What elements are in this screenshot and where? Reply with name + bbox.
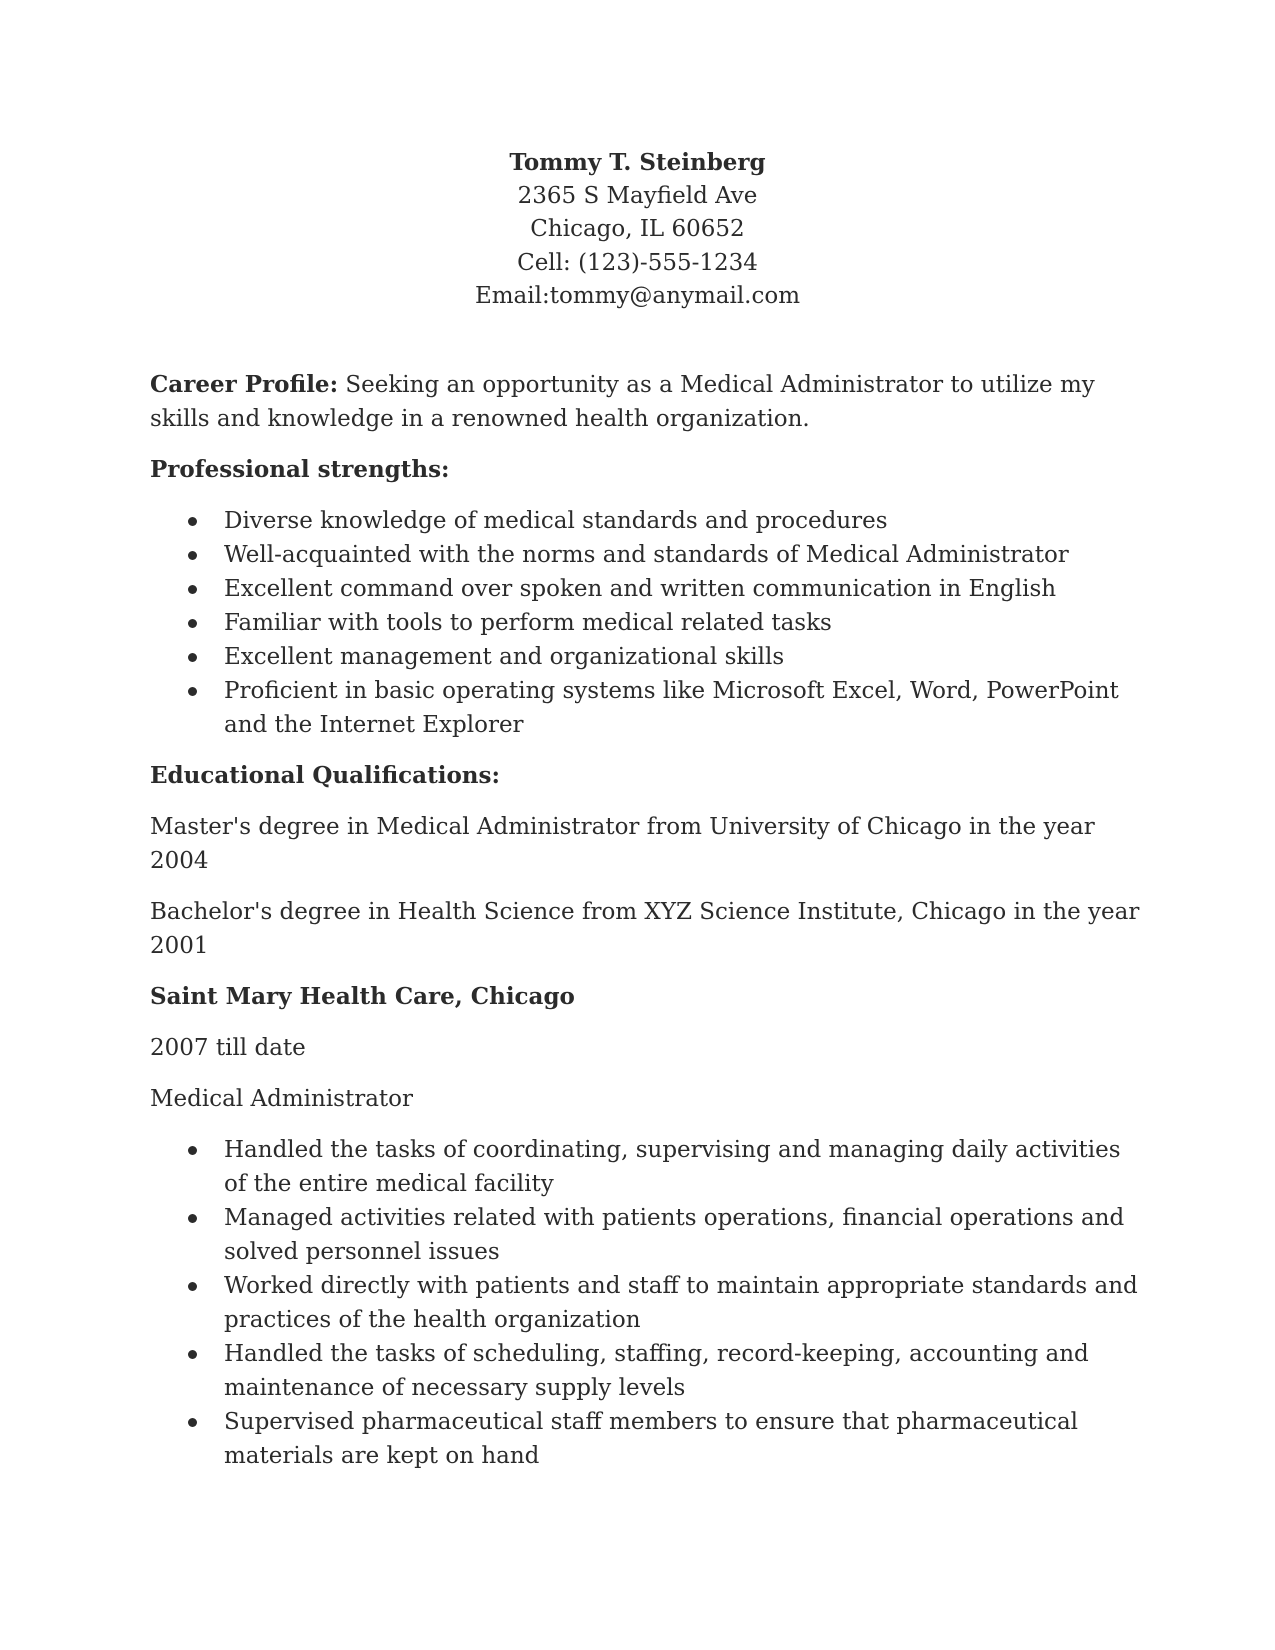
list-item (150, 674, 1140, 742)
strength-text: Familiar with tools to perform medical related tasks (224, 610, 832, 636)
applicant-name: Tommy T. Steinberg (509, 149, 766, 176)
strengths-list (150, 504, 1140, 742)
contact-header (0, 146, 1275, 314)
career-profile-text: Seeking an opportunity as a Medical Administrator to utilize my skills and knowledge in a renowned health organization. (150, 372, 1095, 432)
address-city: Chicago, IL 60652 (530, 216, 745, 242)
list-item (150, 1133, 1140, 1201)
bullet-icon (188, 1214, 197, 1223)
cell-phone: Cell: (123)-555-1234 (517, 249, 758, 276)
career-profile-label: Career Profile: (150, 371, 339, 398)
bullet-icon (188, 551, 197, 560)
list-item (150, 504, 1140, 538)
strength-text: Well-acquainted with the norms and standards of Medical Administrator (224, 542, 1069, 568)
strength-text: Excellent management and organizational skills (224, 644, 785, 670)
job-title: Medical Administrator (150, 1086, 414, 1112)
strengths-heading: Professional strengths: (150, 456, 450, 483)
bullet-icon (188, 517, 197, 526)
bullet-icon (188, 1146, 197, 1155)
employment-period: 2007 till date (150, 1035, 306, 1061)
bullet-icon (188, 1418, 197, 1427)
responsibility-text: Handled the tasks of coordinating, supervising and managing daily activities of the entire medical facility (224, 1137, 1121, 1197)
address-street: 2365 S Mayfield Ave (517, 182, 758, 209)
employer-heading: Saint Mary Health Care, Chicago (150, 983, 575, 1010)
strength-text: Excellent command over spoken and written communication in English (224, 576, 1057, 602)
responsibilities-list (150, 1133, 1140, 1473)
resume-body (150, 368, 1140, 1490)
bullet-icon (188, 585, 197, 594)
list-item (150, 606, 1140, 640)
list-item (150, 1405, 1140, 1473)
education-entry: Bachelor's degree in Health Science from XYZ Science Institute, Chicago in the year 2001 (150, 899, 1140, 959)
email-address: Email:tommy@anymail.com (474, 283, 801, 309)
strength-text: Proficient in basic operating systems like Microsoft Excel, Word, PowerPoint and the Internet Explorer (224, 678, 1119, 738)
bullet-icon (188, 653, 197, 662)
education-entry: Master's degree in Medical Administrator from University of Chicago in the year 2004 (150, 814, 1095, 874)
responsibility-text: Managed activities related with patients operations, financial operations and solved personnel issues (224, 1205, 1125, 1265)
responsibility-text: Supervised pharmaceutical staff members to ensure that pharmaceutical materials are kept on hand (224, 1409, 1079, 1469)
strength-text: Diverse knowledge of medical standards and procedures (224, 508, 888, 534)
bullet-icon (188, 1282, 197, 1291)
bullet-icon (188, 1350, 197, 1359)
responsibility-text: Handled the tasks of scheduling, staffing, record-keeping, accounting and maintenance of necessary supply levels (224, 1341, 1089, 1401)
bullet-icon (188, 687, 197, 696)
list-item (150, 572, 1140, 606)
list-item (150, 1201, 1140, 1269)
list-item (150, 1337, 1140, 1405)
career-profile (150, 368, 1140, 436)
list-item (150, 538, 1140, 572)
education-heading: Educational Qualifications: (150, 762, 500, 789)
list-item (150, 1269, 1140, 1337)
bullet-icon (188, 619, 197, 628)
responsibility-text: Worked directly with patients and staff to maintain appropriate standards and practices of the health organization (224, 1273, 1138, 1333)
list-item (150, 640, 1140, 674)
